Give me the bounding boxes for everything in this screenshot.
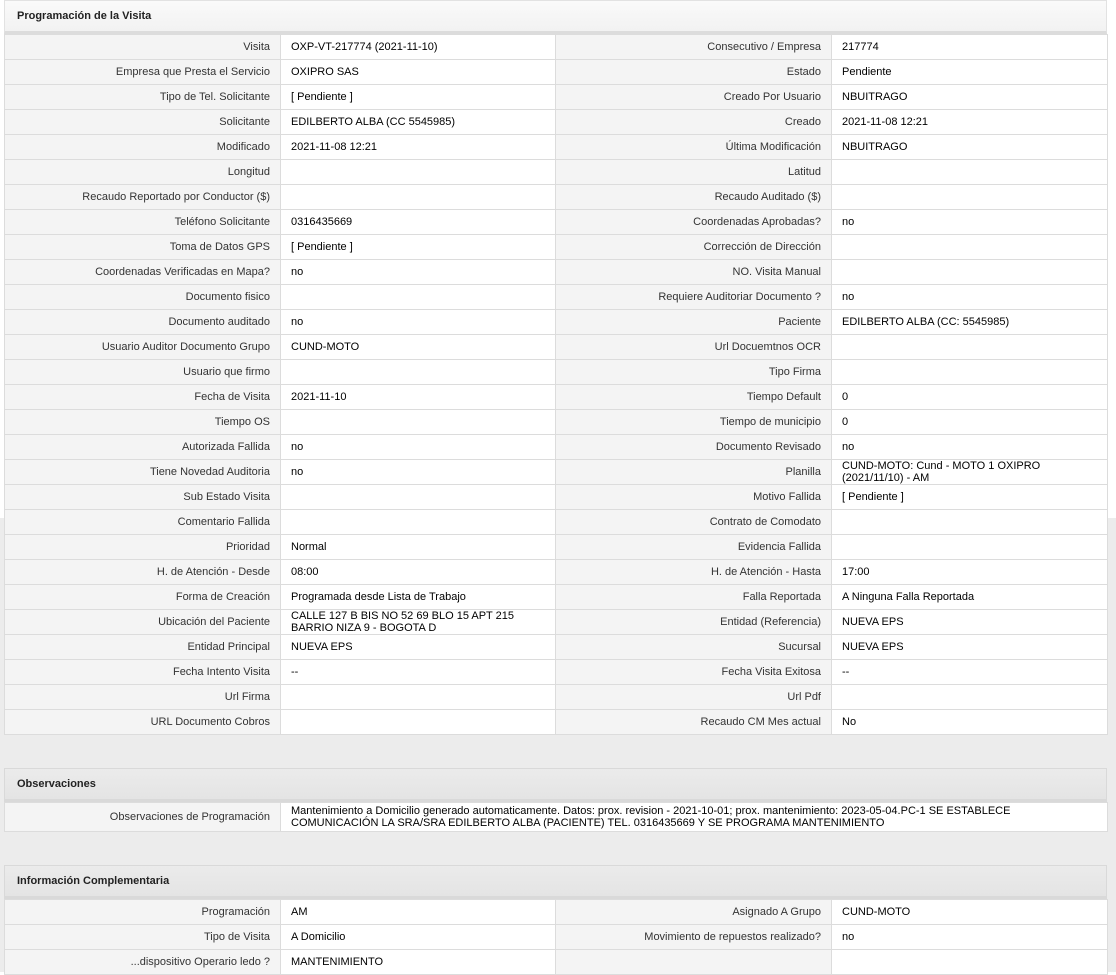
section-title-observaciones: Observaciones: [4, 768, 1107, 802]
field-value: OXP-VT-217774 (2021-11-10): [281, 35, 556, 60]
field-value: [281, 710, 556, 735]
field-label: Entidad (Referencia): [556, 610, 832, 635]
field-label: Modificado: [5, 135, 281, 160]
field-value: 0: [832, 410, 1108, 435]
field-value: EDILBERTO ALBA (CC 5545985): [281, 110, 556, 135]
field-value: no: [832, 210, 1108, 235]
field-label: Url Pdf: [556, 685, 832, 710]
field-label: Recaudo Reportado por Conductor ($): [5, 185, 281, 210]
field-label: Movimiento de repuestos realizado?: [556, 925, 832, 950]
field-label: Url Firma: [5, 685, 281, 710]
field-label: H. de Atención - Desde: [5, 560, 281, 585]
field-value: [281, 510, 556, 535]
field-label: Recaudo Auditado ($): [556, 185, 832, 210]
field-label: Toma de Datos GPS: [5, 235, 281, 260]
detail-row: [5, 310, 1108, 335]
field-label: Entidad Principal: [5, 635, 281, 660]
field-value: 0316435669: [281, 210, 556, 235]
field-value: CUND-MOTO: Cund - MOTO 1 OXIPRO (2021/11/10) - AM: [832, 460, 1108, 485]
detail-row: [5, 710, 1108, 735]
detail-row: [5, 460, 1108, 485]
field-label: H. de Atención - Hasta: [556, 560, 832, 585]
field-label: Solicitante: [5, 110, 281, 135]
observaciones-row: [5, 803, 1108, 832]
field-value: Pendiente: [832, 60, 1108, 85]
field-value: NBUITRAGO: [832, 135, 1108, 160]
field-value: [281, 185, 556, 210]
field-value: --: [832, 660, 1108, 685]
detail-row: [5, 335, 1108, 360]
field-label: Usuario que firmo: [5, 360, 281, 385]
field-value: CALLE 127 B BIS NO 52 69 BLO 15 APT 215 BARRIO NIZA 9 - BOGOTA D: [281, 610, 556, 635]
field-value: CUND-MOTO: [281, 335, 556, 360]
field-label: Tipo Firma: [556, 360, 832, 385]
field-label: Teléfono Solicitante: [5, 210, 281, 235]
field-label: Asignado A Grupo: [556, 900, 832, 925]
field-value: [832, 535, 1108, 560]
field-label: Tipo de Visita: [5, 925, 281, 950]
field-label: Url Docuemtnos OCR: [556, 335, 832, 360]
field-value: [832, 950, 1108, 975]
detail-row: [5, 210, 1108, 235]
field-label: Requiere Auditoriar Documento ?: [556, 285, 832, 310]
detail-row: [5, 85, 1108, 110]
detail-row: [5, 535, 1108, 560]
field-value: no: [832, 285, 1108, 310]
field-value: MANTENIMIENTO: [281, 950, 556, 975]
detail-row: [5, 610, 1108, 635]
field-value: A Ninguna Falla Reportada: [832, 585, 1108, 610]
detail-row: [5, 485, 1108, 510]
field-value: Normal: [281, 535, 556, 560]
detail-row: [5, 285, 1108, 310]
field-label: NO. Visita Manual: [556, 260, 832, 285]
field-value: NUEVA EPS: [832, 610, 1108, 635]
detail-row: [5, 950, 1108, 975]
detail-row: [5, 110, 1108, 135]
field-label: Última Modificación: [556, 135, 832, 160]
field-label: Tipo de Tel. Solicitante: [5, 85, 281, 110]
field-value: [832, 685, 1108, 710]
field-value: [832, 510, 1108, 535]
detail-row: [5, 35, 1108, 60]
field-value: EDILBERTO ALBA (CC: 5545985): [832, 310, 1108, 335]
field-label: Evidencia Fallida: [556, 535, 832, 560]
detail-row: [5, 660, 1108, 685]
field-label: Fecha de Visita: [5, 385, 281, 410]
field-value: CUND-MOTO: [832, 900, 1108, 925]
field-value: NUEVA EPS: [281, 635, 556, 660]
complementaria-table: [4, 899, 1108, 975]
field-label: Programación: [5, 900, 281, 925]
detail-row: [5, 900, 1108, 925]
observaciones-label: Observaciones de Programación: [5, 803, 281, 832]
field-label: Documento Revisado: [556, 435, 832, 460]
observaciones-value: Mantenimiento a Domicilio generado automaticamente. Datos: prox. revision - 2021-10-01; prox. mantenimiento: 2023-05-04.PC-1 SE ESTABLECE COMUNICACIÓN LA SRA/SRA EDILBERTO ALBA (PACIENTE) TEL. 0316435669 Y SE PROGRAMA MANTENIMIENTO: [281, 803, 1108, 832]
field-label: Consecutivo / Empresa: [556, 35, 832, 60]
detail-row: [5, 185, 1108, 210]
field-value: [832, 335, 1108, 360]
detail-row: [5, 160, 1108, 185]
field-value: no: [832, 925, 1108, 950]
field-value: No: [832, 710, 1108, 735]
field-label: Creado: [556, 110, 832, 135]
section-title-complementaria: Información Complementaria: [4, 865, 1107, 899]
section-title-programacion: Programación de la Visita: [4, 0, 1107, 34]
field-value: [ Pendiente ]: [832, 485, 1108, 510]
field-value: 2021-11-08 12:21: [281, 135, 556, 160]
field-label: Recaudo CM Mes actual: [556, 710, 832, 735]
detail-row: [5, 360, 1108, 385]
field-value: 08:00: [281, 560, 556, 585]
field-value: [281, 410, 556, 435]
detail-row: [5, 135, 1108, 160]
field-label: URL Documento Cobros: [5, 710, 281, 735]
field-label: Usuario Auditor Documento Grupo: [5, 335, 281, 360]
field-value: OXIPRO SAS: [281, 60, 556, 85]
field-label: Falla Reportada: [556, 585, 832, 610]
field-value: [832, 235, 1108, 260]
field-label: Documento auditado: [5, 310, 281, 335]
field-label: Latitud: [556, 160, 832, 185]
detail-row: [5, 510, 1108, 535]
field-label: [556, 950, 832, 975]
field-value: [281, 485, 556, 510]
field-value: [281, 360, 556, 385]
field-label: Ubicación del Paciente: [5, 610, 281, 635]
field-label: Sucursal: [556, 635, 832, 660]
field-value: no: [832, 435, 1108, 460]
field-label: Corrección de Dirección: [556, 235, 832, 260]
field-value: 2021-11-08 12:21: [832, 110, 1108, 135]
field-label: Empresa que Presta el Servicio: [5, 60, 281, 85]
field-value: 2021-11-10: [281, 385, 556, 410]
field-label: Tiene Novedad Auditoria: [5, 460, 281, 485]
field-value: NBUITRAGO: [832, 85, 1108, 110]
field-value: [832, 260, 1108, 285]
field-value: [832, 160, 1108, 185]
detail-row: [5, 60, 1108, 85]
field-value: [832, 185, 1108, 210]
field-value: Programada desde Lista de Trabajo: [281, 585, 556, 610]
detail-row: [5, 235, 1108, 260]
field-value: NUEVA EPS: [832, 635, 1108, 660]
field-label: Tiempo OS: [5, 410, 281, 435]
field-value: [ Pendiente ]: [281, 235, 556, 260]
programacion-table: [4, 34, 1108, 735]
detail-row: [5, 410, 1108, 435]
detail-row: [5, 585, 1108, 610]
field-label: Planilla: [556, 460, 832, 485]
field-value: [281, 285, 556, 310]
field-label: Creado Por Usuario: [556, 85, 832, 110]
field-label: Coordenadas Verificadas en Mapa?: [5, 260, 281, 285]
field-label: Comentario Fallida: [5, 510, 281, 535]
field-label: Estado: [556, 60, 832, 85]
field-value: [281, 160, 556, 185]
field-label: Fecha Intento Visita: [5, 660, 281, 685]
field-value: AM: [281, 900, 556, 925]
observaciones-table: [4, 802, 1108, 832]
field-value: 17:00: [832, 560, 1108, 585]
field-value: 0: [832, 385, 1108, 410]
field-label: Tiempo Default: [556, 385, 832, 410]
field-label: Paciente: [556, 310, 832, 335]
field-label: Tiempo de municipio: [556, 410, 832, 435]
detail-row: [5, 925, 1108, 950]
field-value: no: [281, 260, 556, 285]
field-value: [281, 685, 556, 710]
field-label: ...dispositivo Operario ledo ?: [5, 950, 281, 975]
field-label: Autorizada Fallida: [5, 435, 281, 460]
field-value: [832, 360, 1108, 385]
field-value: no: [281, 310, 556, 335]
field-label: Fecha Visita Exitosa: [556, 660, 832, 685]
detail-row: [5, 635, 1108, 660]
field-label: Contrato de Comodato: [556, 510, 832, 535]
detail-row: [5, 260, 1108, 285]
field-label: Prioridad: [5, 535, 281, 560]
field-label: Longitud: [5, 160, 281, 185]
field-value: 217774: [832, 35, 1108, 60]
field-label: Forma de Creación: [5, 585, 281, 610]
detail-row: [5, 435, 1108, 460]
field-label: Documento fisico: [5, 285, 281, 310]
field-label: Coordenadas Aprobadas?: [556, 210, 832, 235]
field-value: A Domicilio: [281, 925, 556, 950]
field-label: Visita: [5, 35, 281, 60]
field-label: Motivo Fallida: [556, 485, 832, 510]
field-value: --: [281, 660, 556, 685]
detail-row: [5, 385, 1108, 410]
field-label: Sub Estado Visita: [5, 485, 281, 510]
detail-row: [5, 685, 1108, 710]
detail-row: [5, 560, 1108, 585]
field-value: [ Pendiente ]: [281, 85, 556, 110]
field-value: no: [281, 460, 556, 485]
field-value: no: [281, 435, 556, 460]
